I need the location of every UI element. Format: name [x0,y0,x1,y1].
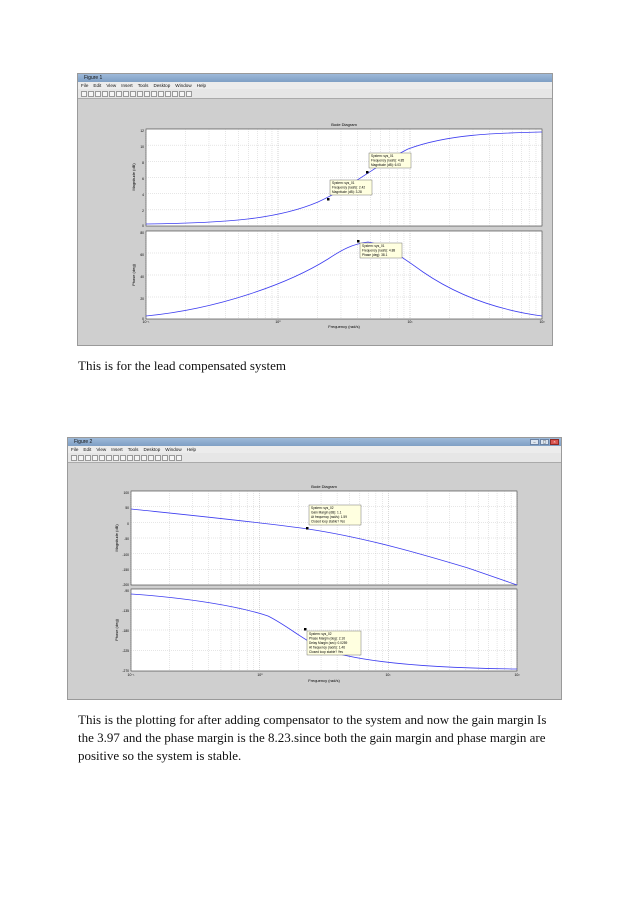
menu-window[interactable]: Window [175,83,192,88]
caption-compensator-result: This is the plotting for after adding compensator to the system and now the gain margin Is the 3.97 and the phase margin is the 8.23.since both the gain margin and phase margin are positive so the system is stable. [78,712,547,763]
data-tip-marker [306,527,309,530]
y-tick-labels-phase [140,231,144,321]
bode-plot-1 [78,74,552,345]
plot-title: Bode Diagram [311,484,337,489]
data-tip-line: Frequency (rad/s): 4.85 [371,158,405,163]
menu-desktop[interactable]: Desktop [143,447,161,452]
menu-file[interactable]: File [71,447,79,452]
data-tip-phase-margin[interactable] [304,628,361,655]
bode-plot-2 [68,438,561,699]
data-tip-marker [304,628,307,631]
x-tick-label: 10¹ [407,320,413,324]
menu-file[interactable]: File [81,83,89,88]
data-tip-line: System: sys_02 [309,632,332,636]
x-tick-label: 10² [514,673,520,677]
data-tip-line: Magnitude (dB): 3.28 [332,190,362,194]
y-tick-labels-phase [122,589,129,673]
menu-window[interactable]: Window [165,447,182,452]
figure-window-1 [77,73,553,346]
data-tip-line: System: sys_01 [362,244,385,248]
menu-edit[interactable]: Edit [93,83,102,88]
figure-window-2 [67,437,562,700]
data-tip-line: Frequency (rad/s): 4.88 [362,248,396,253]
data-tip-line: System: sys_02 [311,506,334,510]
y-tick-label: -90 [124,589,129,593]
y-tick-label: 10 [140,145,144,149]
menu-insert[interactable]: Insert [121,83,133,88]
x-tick-label: 10² [539,320,545,324]
menu-view[interactable]: View [96,447,107,452]
y-tick-label: 0 [127,522,129,526]
x-axis-label: Frequency (rad/s) [328,324,360,329]
y-tick-label: -135 [122,609,129,613]
y-tick-label: 60 [140,253,144,257]
y-tick-labels-magnitude [140,129,144,228]
data-tip-line: Phase Margin (deg): 2.16 [309,636,345,641]
data-tip-line: System: sys_01 [371,154,394,158]
data-tip-line: At frequency (rad/s): 1.46 [309,645,345,650]
y-axis-label-phase: Phase (deg) [131,264,136,286]
y-tick-label: 4 [142,193,144,197]
x-tick-label: 10⁰ [257,673,263,677]
x-tick-label: 10⁰ [275,320,281,324]
data-tip-marker [366,171,369,174]
y-tick-label: 12 [140,129,144,133]
menu-help[interactable]: Help [186,447,197,452]
y-axis-label-magnitude: Magnitude (dB) [131,163,136,191]
data-tip-line: Phase (deg): 38.1 [362,253,388,257]
y-tick-label: 20 [140,297,144,301]
data-tip-line: At frequency (rad/s): 1.59 [311,515,347,519]
y-tick-label: -150 [122,568,129,572]
data-tip-marker [357,240,360,243]
caption-lead-compensated: This is for the lead compensated system [78,358,286,373]
y-tick-label: 40 [140,275,144,279]
y-tick-label: 8 [142,161,144,165]
y-tick-label: 0 [142,317,144,321]
close-button[interactable]: × [550,439,559,445]
data-tip-line: Delay Margin (sec): 0.0259 [309,641,348,645]
plot-title: Bode Diagram [331,122,357,127]
window-title: Figure 1 [84,75,103,81]
menu-help[interactable]: Help [196,83,207,88]
y-tick-label: -100 [122,553,129,557]
y-tick-labels-magnitude [122,491,129,587]
y-tick-label: 100 [123,491,129,495]
x-tick-label: 10⁻¹ [142,320,150,324]
data-tip-line: Closed loop stable? Yes [311,519,346,524]
y-tick-label: 6 [142,177,144,181]
y-tick-label: -225 [122,649,129,653]
y-axis-label-phase: Phase (deg) [114,619,119,641]
data-tip-line: Magnitude (dB): 6.03 [371,163,401,167]
y-tick-label: 50 [125,506,129,510]
x-tick-labels [128,673,521,677]
data-tip-line: Closed loop stable? Yes [309,650,344,654]
data-tip-line: Gain Margin (dB): 1.1 [311,510,342,515]
y-tick-label: -200 [122,583,129,587]
menu-tools[interactable]: Tools [127,447,139,452]
menu-view[interactable]: View [106,83,117,88]
menu-insert[interactable]: Insert [111,447,123,452]
data-tip-line: Frequency (rad/s): 2.42 [332,185,366,190]
y-tick-label: 0 [142,224,144,228]
y-tick-label: 2 [142,209,144,213]
minimize-button[interactable]: – [530,439,539,445]
y-tick-label: -180 [122,629,129,633]
y-tick-label: 80 [140,231,144,235]
maximize-button[interactable]: ▢ [540,439,549,445]
y-tick-label: -50 [124,537,129,541]
y-axis-label-magnitude: Magnitude (dB) [114,524,119,552]
data-tip-line: System: sys_01 [332,181,355,185]
menu-tools[interactable]: Tools [137,83,149,88]
window-title: Figure 2 [74,439,93,445]
menu-edit[interactable]: Edit [83,447,92,452]
x-axis-label: Frequency (rad/s) [308,678,340,683]
menu-desktop[interactable]: Desktop [153,83,171,88]
x-tick-label: 10⁻¹ [127,673,135,677]
y-tick-label: -270 [122,669,129,673]
x-tick-label: 10¹ [385,673,391,677]
data-tip-marker [327,198,330,201]
